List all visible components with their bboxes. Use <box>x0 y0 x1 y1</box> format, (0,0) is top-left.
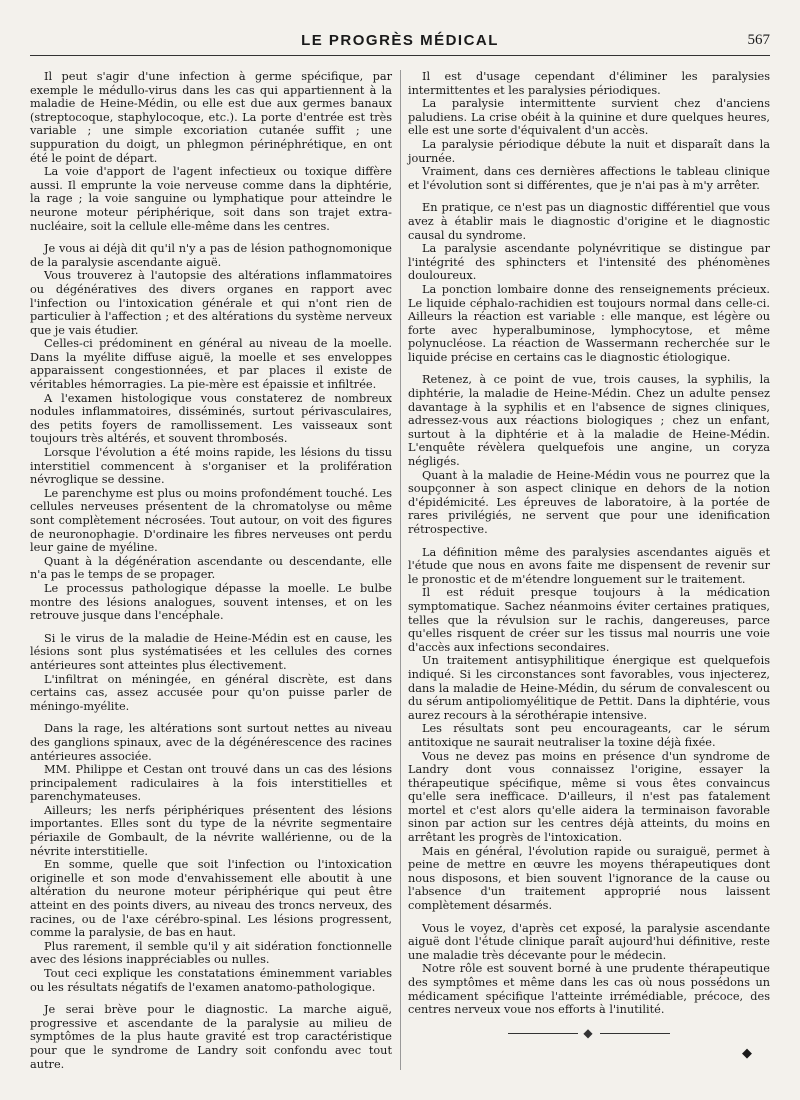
paragraph: Le processus pathologique dépasse la moelle. Le bulbe montre des lésions analogues, souvent intenses, et on les retrouve jusque dans l'encéphale. <box>30 581 392 623</box>
paragraph: En somme, quelle que soit l'infection ou l'intoxication originelle et son mode d'envahissement elle aboutit à une altération du neurone moteur périphérique qui peut être atteint en des points divers, au niveau des troncs nerveux, des racines, ou de l'axe cérébro-spinal. Les lésions progressent, comme la paralysie, de bas en haut. <box>30 858 392 940</box>
paragraph: MM. Philippe et Cestan ont trouvé dans un cas des lésions principalement radiculaires à la fois interstitielles et parenchymateuses. <box>30 763 392 804</box>
paragraph: Lorsque l'évolution a été moins rapide, les lésions du tissu interstitiel commencent à s'organiser et la prolifération névroglique se dessine. <box>30 446 392 487</box>
paragraph: Si le virus de la maladie de Heine-Médin est en cause, les lésions sont plus systématisées et les cellules des cornes antérieures sont atteintes plus électivement. <box>30 631 392 672</box>
paragraph: Je serai brève pour le diagnostic. La marche aiguë, progressive et ascendante de la paralysie au milieu de symptômes de la plus haute gravité est trop caractéristique pour que le syndrome de Landry soit confondu avec tout autre. <box>30 1003 392 1071</box>
paragraph: L'infiltrat on méningée, en général discrète, est dans certains cas, assez accusée pour qu'on puisse parler de méningo-myélite. <box>30 672 392 713</box>
end-ornament: ◆ <box>499 1027 679 1041</box>
header-rule <box>30 55 770 56</box>
paragraph: Il est d'usage cependant d'éliminer les paralysies intermittentes et les paralysies périodiques. <box>408 70 770 97</box>
paragraph: La paralysie ascendante polynévritique se distingue par l'intégrité des sphincters et l'intensité des phénomènes douloureux. <box>408 242 770 283</box>
right-column <box>408 70 770 1070</box>
paragraph: Tout ceci explique les constatations éminemment variables ou les résultats négatifs de l'examen anatomo-pathologique. <box>30 967 392 994</box>
paragraph: Le parenchyme est plus ou moins profondément touché. Les cellules nerveuses présentent de la chromatolyse ou même sont complètement nécrosées. Tout autour, on voit des figures de neuronophagie. D'ordinaire les fibres nerveuses ont perdu leur gaine de myéline. <box>30 486 392 555</box>
paragraph: La paralysie intermittente survient chez d'anciens paludiens. La crise obéit à la quinine et dure quelques heures, elle est une sorte d'équivalent d'un accès. <box>408 97 770 138</box>
paragraph: Notre rôle est souvent borné à une prudente thérapeutique des symptômes et même dans les cas où nous possédons un médicament spécifique l'atteinte irrémédiable, précoce, des centres nerveux voue nos efforts à l'inutilité. <box>408 962 770 1017</box>
column-divider <box>400 70 401 1070</box>
paragraph: Quant à la maladie de Heine-Médin vous ne pourrez que la soupçonner à son aspect clinique en dehors de la notion d'épidémicité. Les épreuves de laboratoire, à la portée de rares privilégiés, ne servent que pour une idenification rétrospective. <box>408 468 770 536</box>
paragraph: Vous le voyez, d'après cet exposé, la paralysie ascendante aiguë dont l'étude clinique paraît aujourd'hui définitive, reste une maladie très décevante pour le médecin. <box>408 921 770 962</box>
paragraph: La définition même des paralysies ascendantes aiguës et l'étude que nous en avons faite me dispensent de revenir sur le pronostic et de m'étendre longuement sur le traitement. <box>408 545 770 586</box>
page-number: 567 <box>747 32 770 48</box>
paragraph: Dans la rage, les altérations sont surtout nettes au niveau des ganglions spinaux, avec de la dégénérescence des racines antérieures associée. <box>30 722 392 763</box>
running-title: LE PROGRÈS MÉDICAL <box>301 32 499 49</box>
paragraph: La voie d'apport de l'agent infectieux ou toxique diffère aussi. Il emprunte la voie nerveuse comme dans la diphtérie, la rage ; la voie sanguine ou lymphatique pour atteindre le neurone moteur périphérique, soit dans son trajet extra-nucléaire, soit la cellule elle-même dans les centres. <box>30 165 392 233</box>
paragraph: Les résultats sont peu encourageants, car le sérum antitoxique ne saurait neutraliser la toxine déjà fixée. <box>408 722 770 749</box>
article-body <box>30 70 770 1070</box>
paragraph: Vous ne devez pas moins en présence d'un syndrome de Landry dont vous connaissez l'origine, essayer la thérapeutique spécifique, même si vous êtes convaincus qu'elle sera inefficace. D'ailleurs, il n'est pas fatalement mortel et c'est alors qu'elle aidera la terminaison favorable sinon par action sur les centres déjà atteints, du moins en arrêtant les progrès de l'intoxication. <box>408 749 770 845</box>
paragraph: Vraiment, dans ces dernières affections le tableau clinique et l'évolution sont si différentes, que je n'ai pas à m'y arrêter. <box>408 165 770 192</box>
page-header <box>30 30 770 54</box>
paragraph: Celles-ci prédominent en général au niveau de la moelle. Dans la myélite diffuse aiguë, la moelle et ses enveloppes apparaissent congestionnées, et par places il existe de véritables hémorragies. La pie-mère est épaissie et infiltrée. <box>30 337 392 392</box>
paragraph: Mais en général, l'évolution rapide ou suraiguë, permet à peine de mettre en œuvre les moyens thérapeutiques dont nous disposons, et bien souvent l'ignorance de la cause ou l'absence d'un traitement approprié nous laissent complètement désarmés. <box>408 844 770 913</box>
paragraph: Ailleurs; les nerfs périphériques présentent des lésions importantes. Elles sont du type de la névrite segmentaire périaxile de Gombault, de la névrite wallérienne, ou de la névrite interstitielle. <box>30 803 392 858</box>
paragraph: La ponction lombaire donne des renseignements précieux. Le liquide céphalo-rachidien est toujours normal dans celle-ci. Ailleurs la réaction est variable : elle manque, est légère ou forte avec hyperalbuminose, lymphocytose, et même polynucléose. La réaction de Wassermann recherchée sur le liquide précise en certains cas le diagnostic étiologique. <box>408 282 770 364</box>
paragraph: Vous trouverez à l'autopsie des altérations inflammatoires ou dégénératives des divers organes en rapport avec l'infection ou l'intoxication générale et qui n'ont rien de particulier à l'affection ; et des altérations du système nerveux que je vais étudier. <box>30 269 392 337</box>
paragraph: A l'examen histologique vous constaterez de nombreux nodules inflammatoires, disséminés, surtout périvasculaires, des petits foyers de ramollissement. Les vaisseaux sont toujours très altérés, et souvent thrombosés. <box>30 391 392 446</box>
paragraph: La paralysie périodique débute la nuit et disparaît dans la journée. <box>408 137 770 165</box>
paragraph: Retenez, à ce point de vue, trois causes, la syphilis, la diphtérie, la maladie de Heine-Médin. Chez un adulte pensez davantage à la syphilis et en l'absence de signes cliniques, adressez-vous aux réactions biologiques ; chez un enfant, surtout à la diphtérie et à la maladie de Heine-Médin. L'enquête révèlera quelquefois une angine, un coryza négligés. <box>408 373 770 469</box>
diamond-icon: ◆ <box>742 1046 752 1061</box>
paragraph: Il est réduit presque toujours à la médication symptomatique. Sachez néanmoins éviter certaines pratiques, telles que la révulsion sur le rachis, dangereuses, parce qu'elles risquent de créer sur les tissus mal nourris une voie d'accès aux infections secondaires. <box>408 586 770 654</box>
paragraph: En pratique, ce n'est pas un diagnostic différentiel que vous avez à établir mais le diagnostic d'origine et le diagnostic causal du syndrome. <box>408 201 770 242</box>
paragraph: Plus rarement, il semble qu'il y ait sidération fonctionnelle avec des lésions inappréciables ou nulles. <box>30 939 392 967</box>
paragraph: Quant à la dégénération ascendante ou descendante, elle n'a pas le temps de se propager. <box>30 554 392 582</box>
paragraph: Il peut s'agir d'une infection à germe spécifique, par exemple le médullo-virus dans les cas qui appartiennent à la maladie de Heine-Médin, ou elle est due aux germes banaux (streptocoque, staphylocoque, etc.). La porte d'entrée est très variable ; une simple excoriation cutanée suffit ; une suppuration du doigt, un phlegmon périnéphrétique, en ont été le point de départ. <box>30 70 392 165</box>
paragraph: Un traitement antisyphilitique énergique est quelquefois indiqué. Si les circonstances sont favorables, vous injecterez, dans la maladie de Heine-Médin, du sérum de convalescent ou du sérum antipoliomyélitique de Pettit. Dans la diphtérie, vous aurez recours à la sérothérapie intensive. <box>408 654 770 722</box>
paragraph: Je vous ai déjà dit qu'il n'y a pas de lésion pathognomonique de la paralysie ascendante aiguë. <box>30 242 392 269</box>
left-column <box>30 70 392 1070</box>
